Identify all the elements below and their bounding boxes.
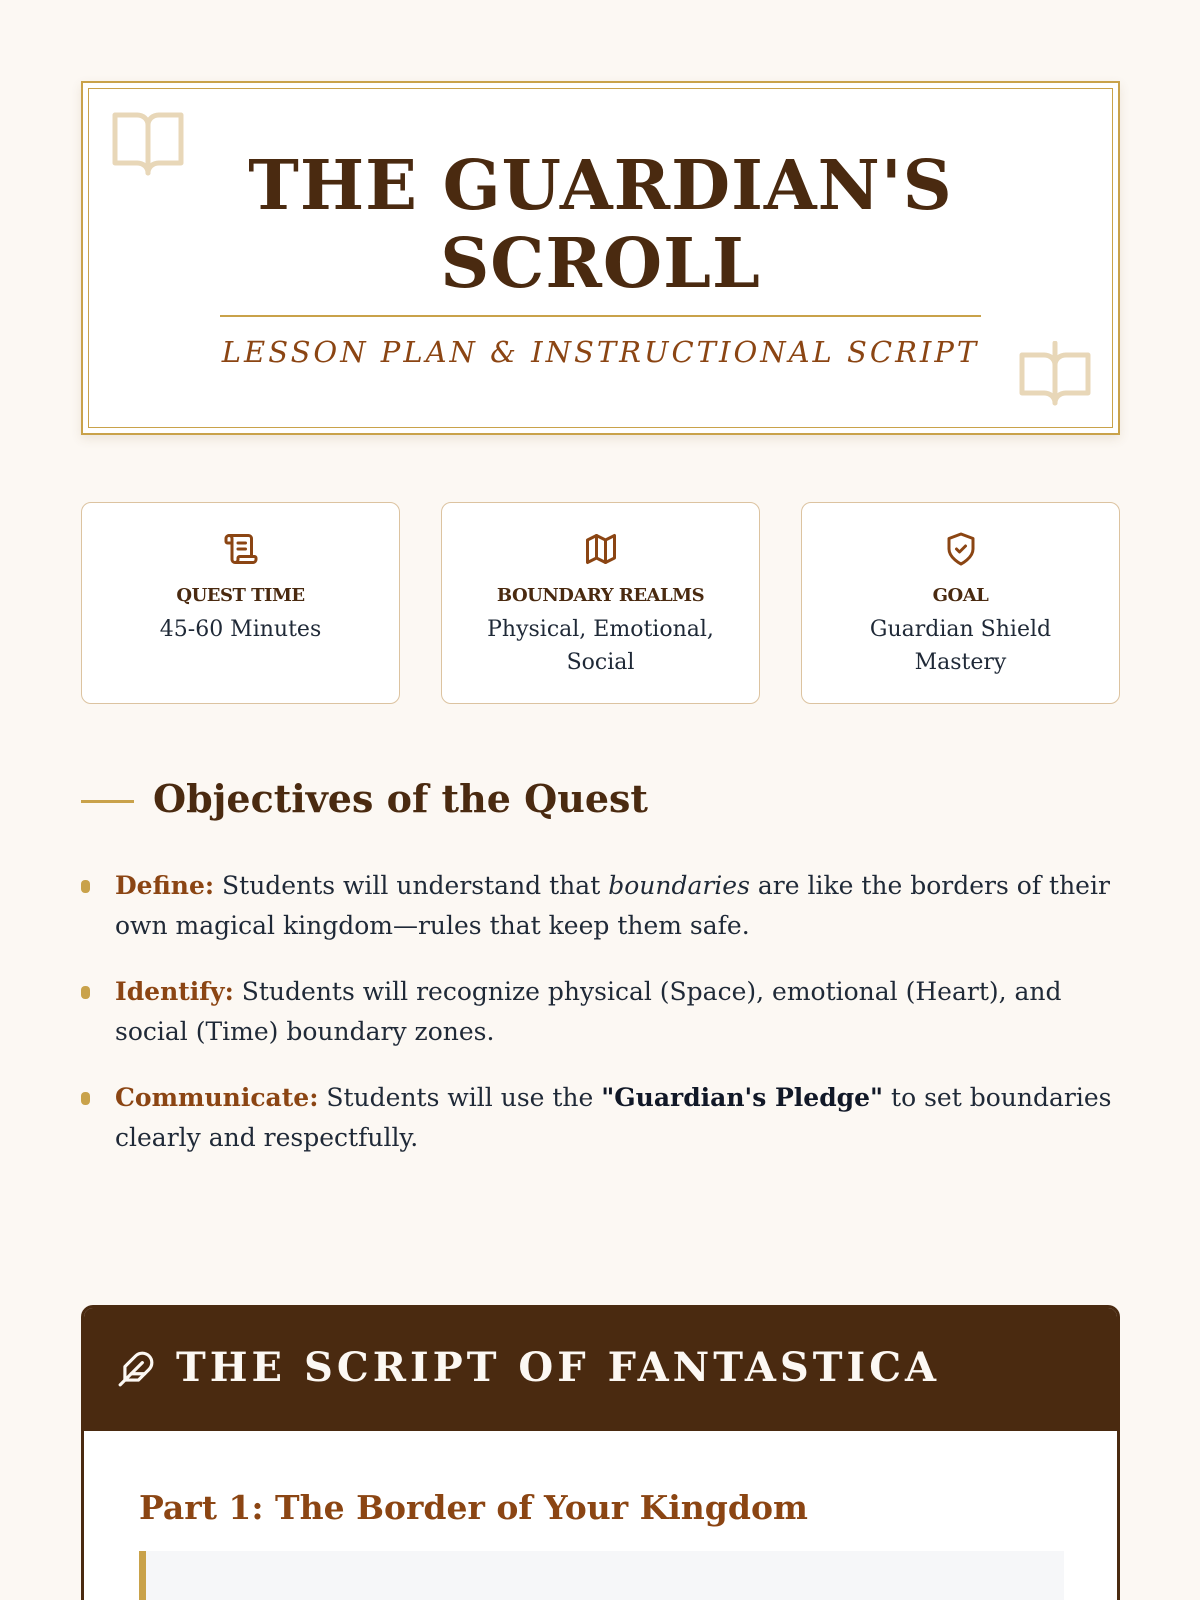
script-quote-block	[139, 1551, 1064, 1600]
objective-text	[115, 972, 1120, 1052]
bullet-marker	[81, 1092, 90, 1105]
map-icon	[583, 531, 619, 567]
objective-text	[115, 1078, 1120, 1158]
script-header	[84, 1308, 1117, 1431]
info-card-quest-time	[81, 502, 400, 704]
title-banner	[81, 81, 1120, 435]
script-section	[81, 1305, 1120, 1600]
info-cards	[81, 502, 1120, 704]
info-card-label: BOUNDARY REALMS	[496, 585, 705, 606]
bullet-marker	[81, 986, 90, 999]
feather-icon	[117, 1350, 155, 1388]
objective-text-part: to set boundaries clearly and respectfully.	[115, 1083, 1112, 1152]
title-banner-inner-border	[88, 88, 1113, 428]
objective-term: Identify:	[115, 977, 234, 1006]
page-title-line-2: SCROLL	[440, 224, 761, 304]
objective-term: Communicate:	[115, 1083, 319, 1112]
objective-emphasis: boundaries	[608, 871, 750, 900]
script-title: THE SCRIPT OF FANTASTICA	[176, 1344, 941, 1391]
objectives-heading: Objectives of the Quest	[153, 776, 648, 821]
page-title	[89, 147, 1112, 303]
info-card-value: Physical, Emotional, Social	[487, 617, 714, 675]
objective-text-part: Students will use the	[318, 1083, 602, 1112]
objective-text-part: Students will recognize physical (Space), emotional (Heart), and social (Time) boundary zones.	[115, 977, 1062, 1046]
info-card-goal	[801, 502, 1120, 704]
objective-text	[115, 866, 1120, 946]
bullet-marker	[81, 880, 90, 893]
page-title-line-1: THE GUARDIAN'S	[248, 146, 953, 226]
title-divider	[220, 315, 981, 317]
info-card-label: QUEST TIME	[176, 585, 305, 606]
page-subtitle: LESSON PLAN & INSTRUCTIONAL SCRIPT	[221, 335, 980, 369]
info-card-value: 45-60 Minutes	[159, 617, 322, 642]
shield-check-icon	[943, 531, 979, 567]
part-heading: Part 1: The Border of Your Kingdom	[139, 1488, 808, 1527]
open-book-icon	[1018, 341, 1092, 407]
objective-text-part: Students will understand that	[214, 871, 609, 900]
scroll-icon	[223, 531, 259, 567]
objective-strong: "Guardian's Pledge"	[601, 1083, 884, 1112]
objective-text-part: are like the borders of their own magical kingdom—rules that keep them safe.	[115, 871, 1110, 940]
info-card-value: Guardian Shield Mastery	[869, 617, 1052, 675]
objective-term: Define:	[115, 871, 215, 900]
info-card-label: GOAL	[932, 585, 989, 606]
section-heading-rule	[81, 800, 134, 803]
info-card-boundary-realms	[441, 502, 760, 704]
